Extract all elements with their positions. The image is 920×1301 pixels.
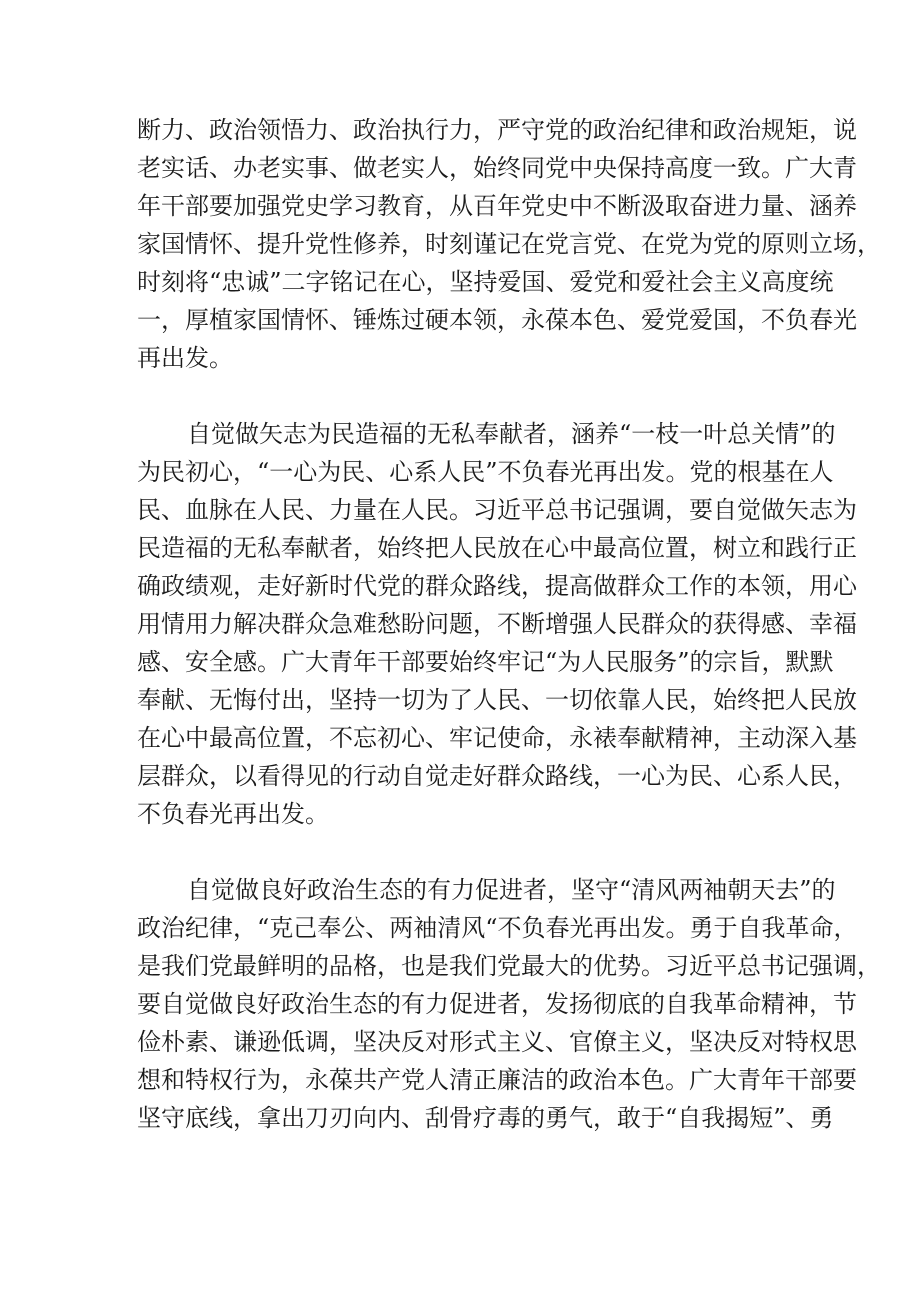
text-line: 为民初心，“一心为民、心系人民”不负春光再出发。党的根基在人 — [137, 458, 834, 486]
text-line: 再出发。 — [137, 344, 233, 372]
text-line: 不负春光再出发。 — [137, 800, 329, 828]
text-line: 要自觉做良好政治生态的有力促进者，发扬彻底的自我革命精神，节 — [137, 990, 857, 1018]
text-line: 时刻将“忠诚”二字铭记在心，坚持爱国、爱党和爱社会主义高度统 — [137, 268, 834, 296]
text-line: 民造福的无私奉献者，始终把人民放在心中最高位置，树立和践行正 — [137, 534, 857, 562]
text-line: 家国情怀、提升党性修养，时刻谨记在党言党、在党为党的原则立场， — [137, 230, 881, 258]
text-line: 俭朴素、谦逊低调，坚决反对形式主义、官僚主义，坚决反对特权思 — [137, 1028, 857, 1056]
text-line: 在心中最高位置，不忘初心、牢记使命，永裱奉献精神，主动深入基 — [137, 724, 857, 752]
text-line: 层群众，以看得见的行动自觉走好群众路线，一心为民、心系人民， — [137, 762, 857, 790]
text-line: 老实话、办老实事、做老实人，始终同党中央保持高度一致。广大青 — [137, 154, 857, 182]
text-line: 一，厚植家国情怀、锤炼过硬本领，永葆本色、爱党爱国，不负春光 — [137, 306, 857, 334]
text-line: 坚守底线，拿出刀刃向内、刮骨疗毒的勇气，敢于“自我揭短”、勇 — [137, 1104, 834, 1132]
text-line: 年干部要加强党史学习教育，从百年党史中不断汲取奋进力量、涵养 — [137, 192, 857, 220]
text-line: 确政绩观，走好新时代党的群众路线，提高做群众工作的本领，用心 — [137, 572, 857, 600]
text-line: 感、安全感。广大青年干部要始终牢记“为人民服务”的宗旨，默默 — [137, 648, 834, 676]
paragraph-first-line: 自觉做矢志为民造福的无私奉献者，涵养“一枝一叶总关情”的 — [187, 420, 836, 448]
text-line: 民、血脉在人民、力量在人民。习近平总书记强调，要自觉做矢志为 — [137, 496, 857, 524]
text-line: 断力、政治领悟力、政治执行力，严守党的政治纪律和政治规矩，说 — [137, 116, 857, 144]
text-line: 政治纪律，“克己奉公、两袖清风“不负春光再出发。勇于自我革命， — [137, 914, 858, 942]
text-line: 是我们党最鲜明的品格，也是我们党最大的优势。习近平总书记强调， — [137, 952, 881, 980]
paragraph-first-line: 自觉做良好政治生态的有力促进者，坚守“清风两袖朝天去”的 — [187, 876, 836, 904]
text-line: 奉献、无悔付出，坚持一切为了人民、一切依靠人民，始终把人民放 — [137, 686, 857, 714]
text-line: 想和特权行为，永葆共产党人清正廉洁的政治本色。广大青年干部要 — [137, 1066, 857, 1094]
text-line: 用情用力解决群众急难愁盼问题，不断增强人民群众的获得感、幸福 — [137, 610, 857, 638]
